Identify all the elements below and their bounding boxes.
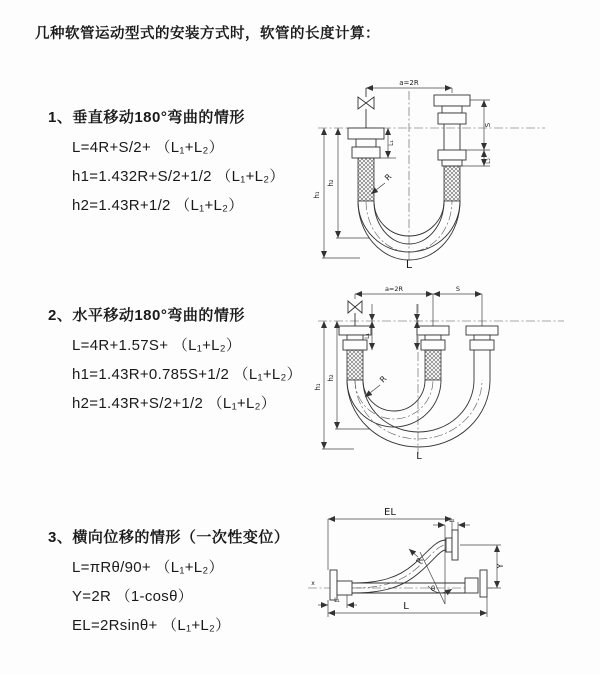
dim-label-l1-top: L₁ [449,517,455,524]
dim-label-l1: L₁ [388,140,395,146]
formula-h2: h2=1.43R+S/2+1/2 （L₁+L₂） [72,395,277,412]
dim-label-a2r: a=2R [399,79,419,87]
dim-label-length: L [405,258,413,270]
braided-hose [358,158,374,201]
section-lateral-displacement [48,526,289,643]
dim-label-el: EL [384,507,396,518]
formula-l: L=4R+1.57S+ （L₁+L₂） [72,337,242,354]
dim-label-y: Y [496,563,505,569]
dim-label-r: R [378,374,389,385]
dim-label-l1: L₁ [364,333,371,339]
dim-label-l2: L₂ [485,158,492,164]
hose-u-bend [347,380,490,447]
formula-l: L=πRθ/90+ （L₁+L₂） [72,559,224,576]
section-horizontal-180 [48,304,302,421]
right-pipe-fitting [466,326,498,380]
braided-hose [444,166,460,201]
upper-flange [446,530,458,560]
dim-label-r: R [414,556,426,566]
diagram-lateral-displacement [300,496,600,658]
section-3-heading: 3、横向位移的情形（一次性变位） [48,529,290,546]
dim-label-h1: h₁ [313,191,321,199]
dim-label-r: R [383,172,394,183]
formula-l: L=4R+S/2+ （L₁+L₂） [72,139,224,156]
section-1-heading: 1、垂直移动180°弯曲的情形 [48,109,245,126]
left-pipe-fitting [348,128,384,201]
left-flange [330,570,352,600]
axis-mark: x [311,580,315,587]
dim-label-s: S [484,122,492,128]
formula-h1: h1=1.43R+0.785S+1/2 （L₁+L₂） [72,366,302,383]
dim-label-length: L [416,451,422,462]
dim-label-length: L [403,601,409,612]
dim-label-a2r: a=2R [384,285,404,293]
diagram-horizontal-180 [312,282,600,462]
dim-label-h2: h₂ [327,374,335,382]
middle-pipe-fitting [417,326,449,380]
valve-icon [348,301,362,313]
dim-label-h2: h₂ [327,179,335,187]
dim-label-h1: h₁ [314,383,322,391]
formula-h1: h1=1.432R+S/2+1/2 （L₁+L₂） [72,168,285,185]
braided-hose [347,350,363,380]
section-vertical-180 [48,106,285,223]
right-pipe-fitting [434,95,470,201]
diagram-vertical-180 [310,75,590,270]
angle-theta [420,552,452,604]
section-2-heading: 2、水平移动180°弯曲的情形 [48,307,245,324]
dim-label-theta: θ [430,585,436,593]
formula-h2: h2=1.43R+1/2 （L₁+L₂） [72,197,244,214]
hose-original-position [352,570,487,597]
page-title: 几种软管运动型式的安装方式时，软管的长度计算： [35,26,380,42]
dim-label-s: S [455,285,461,293]
dim-label-l1-left: L₁ [334,597,340,604]
formula-el: EL=2Rsinθ+ （L₁+L₂） [72,617,231,634]
valve-icon [358,97,374,109]
braided-hose [425,350,441,380]
formula-y: Y=2R （1-cosθ） [72,588,194,605]
